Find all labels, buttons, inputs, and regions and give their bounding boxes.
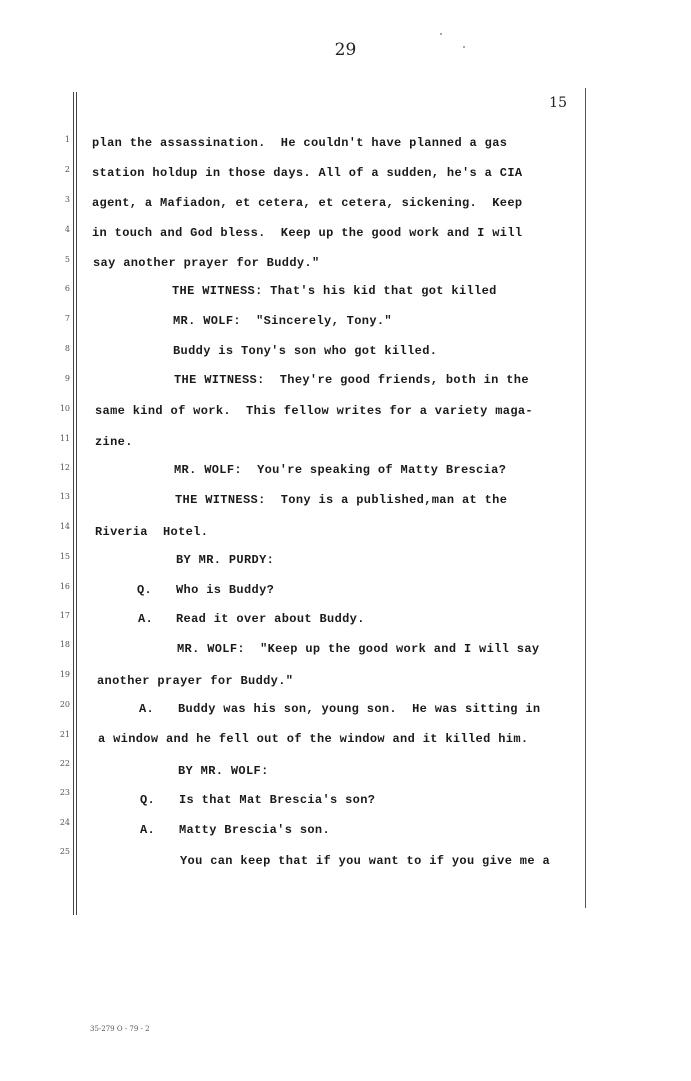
transcript-line: Who is Buddy? xyxy=(176,583,275,597)
line-number: 3 xyxy=(64,195,70,204)
line-number: 12 xyxy=(59,463,70,472)
transcript-line: You can keep that if you want to if you give me a xyxy=(180,854,551,868)
line-number: 14 xyxy=(59,522,70,531)
line-number: 24 xyxy=(59,818,70,827)
line-number: 16 xyxy=(59,582,70,591)
transcript-line: THE WITNESS: That's his kid that got killed xyxy=(172,284,497,298)
transcript-line: THE WITNESS: They're good friends, both in the xyxy=(174,373,529,387)
transcript-line: another prayer for Buddy." xyxy=(97,674,294,688)
transcript-line: Q. xyxy=(137,583,153,597)
transcript-line: Read it over about Buddy. xyxy=(176,612,365,626)
transcript-line: MR. WOLF: "Keep up the good work and I will say xyxy=(177,642,540,656)
line-number: 21 xyxy=(59,730,70,739)
line-number: 22 xyxy=(59,759,70,768)
line-number: 25 xyxy=(59,847,70,856)
transcript-page-number: 15 xyxy=(549,95,567,111)
line-number: 23 xyxy=(59,788,70,797)
transcript-line: Is that Mat Brescia's son? xyxy=(179,793,376,807)
transcript-line: say another prayer for Buddy." xyxy=(93,256,320,270)
line-number: 6 xyxy=(64,284,70,293)
left-margin-rule-inner xyxy=(76,92,77,915)
line-number: 20 xyxy=(59,700,70,709)
transcript-line: Riveria Hotel. xyxy=(95,525,209,539)
line-number: 10 xyxy=(59,404,70,413)
transcript-line: MR. WOLF: You're speaking of Matty Brescia? xyxy=(174,463,507,477)
print-footer-code: 35-279 O - 79 - 2 xyxy=(90,1025,150,1033)
line-number: 17 xyxy=(59,611,70,620)
line-number: 1 xyxy=(64,135,70,144)
line-number: 8 xyxy=(64,344,70,353)
line-number: 11 xyxy=(59,434,70,443)
transcript-line: A. xyxy=(139,702,155,716)
right-margin-rule xyxy=(585,88,586,908)
transcript-line: BY MR. PURDY: xyxy=(176,553,275,567)
transcript-line: Q. xyxy=(140,793,156,807)
line-number: 13 xyxy=(59,492,70,501)
transcript-line: Buddy was his son, young son. He was sitting in xyxy=(178,702,541,716)
transcript-line: agent, a Mafiadon, et cetera, et cetera, sickening. Keep xyxy=(92,196,523,210)
transcript-line: Buddy is Tony's son who got killed. xyxy=(173,344,438,358)
transcript-line: THE WITNESS: Tony is a published,man at the xyxy=(175,493,508,507)
line-number: 5 xyxy=(64,255,70,264)
scan-speck xyxy=(440,33,442,35)
scan-speck xyxy=(463,46,465,48)
transcript-line: zine. xyxy=(95,435,133,449)
transcript-line: A. xyxy=(138,612,154,626)
line-number: 9 xyxy=(64,374,70,383)
transcript-line: station holdup in those days. All of a sudden, he's a CIA xyxy=(92,166,523,180)
page-number: 29 xyxy=(334,40,357,60)
line-number: 19 xyxy=(59,670,70,679)
transcript-line: in touch and God bless. Keep up the good work and I will xyxy=(92,226,523,240)
transcript-line: Matty Brescia's son. xyxy=(179,823,331,837)
transcript-line: same kind of work. This fellow writes for a variety maga- xyxy=(95,404,533,418)
line-number: 15 xyxy=(59,552,70,561)
transcript-line: a window and he fell out of the window and it killed him. xyxy=(98,732,529,746)
left-margin-rule xyxy=(73,92,74,915)
transcript-line: A. xyxy=(140,823,156,837)
line-number: 4 xyxy=(64,225,70,234)
line-number: 2 xyxy=(64,165,70,174)
transcript-line: BY MR. WOLF: xyxy=(178,764,269,778)
transcript-line: MR. WOLF: "Sincerely, Tony." xyxy=(173,314,392,328)
line-number: 18 xyxy=(59,640,70,649)
line-number: 7 xyxy=(64,314,70,323)
transcript-line: plan the assassination. He couldn't have planned a gas xyxy=(92,136,508,150)
